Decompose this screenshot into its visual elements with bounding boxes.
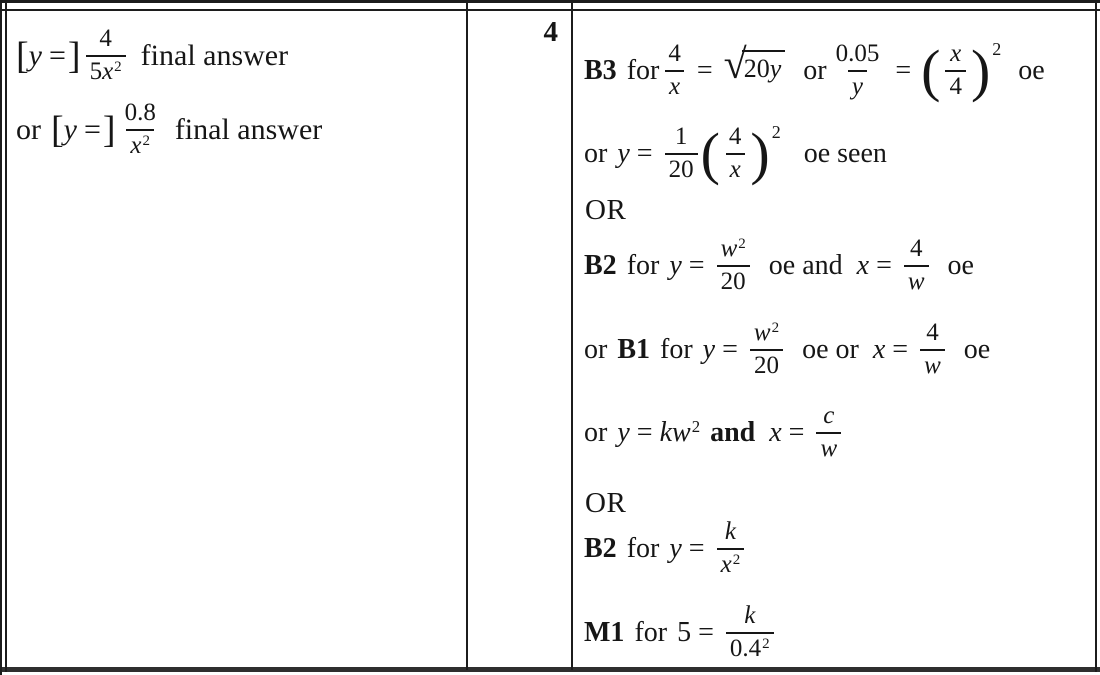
column-divider-marks-scheme	[571, 0, 573, 670]
radical-icon: √	[723, 42, 747, 88]
table-top-border	[0, 0, 1100, 3]
term-kw-squared	[660, 417, 701, 449]
answer-line-2: or [ y = ] $\frac{0.8}{x^2}$ final answer	[16, 99, 323, 159]
and-text: and	[710, 417, 756, 448]
equals-sign: =	[48, 39, 66, 72]
scheme-line-m1	[584, 602, 779, 664]
fraction-numerator	[717, 235, 750, 265]
fraction-numerator: 4	[728, 123, 742, 151]
or-separator-2: OR	[585, 487, 627, 519]
or-text: or	[803, 55, 827, 86]
fraction-w-squared-over-20	[750, 319, 783, 381]
squared-parenthesis-4-over-x: ( $\frac{4}{x}$ ) 2	[700, 121, 781, 186]
exponent-2: 2	[114, 58, 122, 75]
fraction-0.05-over-y	[832, 40, 884, 102]
oe-seen-note: oe seen	[803, 138, 887, 169]
scheme-line-b1	[584, 314, 990, 386]
coefficient-20: 20	[743, 54, 770, 83]
mark-code-b2: B2	[584, 250, 617, 281]
equals-sign: =	[722, 334, 738, 365]
variable-x: x	[720, 551, 732, 578]
oe-text: oe	[1018, 55, 1045, 86]
square-root-20y	[723, 42, 786, 92]
oe-or-text: oe or	[802, 334, 859, 365]
exponent-2: 2	[142, 132, 150, 149]
variable-y: y	[617, 138, 630, 169]
fraction-numerator	[750, 319, 783, 349]
or-text: or	[584, 417, 608, 448]
fraction-numerator: 4	[909, 235, 923, 263]
value-0.4: 0.4	[729, 635, 762, 662]
exponent-2: 2	[738, 236, 746, 252]
exponent-2: 2	[732, 551, 741, 568]
fraction-numerator: c	[823, 402, 835, 430]
fraction-denominator: w	[920, 349, 945, 381]
fraction-numerator: k	[744, 602, 756, 630]
equals-sign: =	[698, 617, 714, 648]
fraction-c-over-w	[816, 402, 841, 464]
exponent-2: 2	[691, 416, 701, 436]
fraction-numerator: k	[724, 518, 736, 546]
fraction-numerator: 0.8	[124, 99, 156, 127]
exponent-2: 2	[771, 320, 780, 336]
equals-sign: =	[636, 138, 653, 169]
variable-y: y	[669, 533, 682, 564]
equals-sign: =	[83, 113, 101, 146]
or-text: or	[16, 113, 41, 146]
variable-x: x	[769, 417, 782, 448]
radicand	[742, 50, 786, 84]
answer-line-1: [ y = ] $\frac{4}{5x^2}$ final answer	[16, 25, 289, 85]
fraction-denominator: y	[848, 70, 867, 102]
scheme-line-b2-alt	[584, 518, 749, 580]
fraction-denominator: 4	[945, 70, 966, 102]
fraction-1-over-20	[665, 123, 698, 185]
variable-x: x	[102, 58, 114, 85]
variable-x: x	[130, 132, 142, 159]
equals-sign: =	[876, 250, 892, 281]
variable-k: k	[659, 417, 672, 448]
variable-y: y	[63, 113, 77, 146]
variable-w: w	[720, 235, 738, 263]
scheme-line-b2	[584, 230, 974, 302]
fraction-k-over-x-squared	[717, 518, 745, 580]
mark-code-m1: M1	[584, 617, 625, 648]
oe-text: oe	[947, 250, 974, 281]
table-bottom-border	[0, 667, 1100, 672]
column-divider-answer-marks	[466, 0, 468, 670]
for-text: for	[626, 250, 660, 281]
fraction-numerator: 4	[99, 25, 112, 53]
variable-w: w	[672, 417, 691, 448]
exponent-2: 2	[771, 121, 781, 142]
or-text: or	[584, 334, 608, 365]
fraction-denominator: w	[816, 432, 841, 464]
or-text: or	[584, 138, 608, 169]
for-text: for	[634, 617, 668, 648]
table-left-border-outer	[0, 0, 2, 675]
oe-and-text: oe and	[768, 250, 843, 281]
mark-code-b3: B3	[584, 55, 617, 86]
exponent-2: 2	[762, 635, 770, 652]
fraction-denominator: x	[726, 153, 745, 185]
or-separator-1: OR	[585, 194, 627, 226]
equals-sign: =	[788, 417, 805, 448]
variable-x: x	[856, 250, 870, 281]
fraction-4-over-w	[920, 319, 945, 381]
variable-y: y	[702, 334, 716, 365]
for-text: for	[626, 533, 660, 564]
equals-sign: =	[892, 334, 909, 365]
fraction-denominator: 20	[717, 265, 750, 297]
final-answer-note: final answer	[174, 113, 323, 146]
oe-text: oe	[963, 334, 991, 365]
fraction-k-over-0.4-squared	[726, 602, 774, 664]
equals-sign: =	[636, 417, 653, 448]
fraction-0.8-over-x-squared	[121, 99, 160, 161]
coefficient-5: 5	[89, 58, 103, 85]
variable-x: x	[872, 334, 886, 365]
exponent-2: 2	[992, 38, 1002, 59]
variable-w: w	[753, 319, 771, 347]
fraction-numerator: 1	[674, 123, 688, 151]
fraction-4-over-x	[725, 123, 746, 185]
fraction-denominator	[717, 548, 745, 580]
fraction-4-over-5x-squared	[86, 25, 126, 87]
fraction-denominator	[126, 129, 154, 161]
fraction-w-squared-over-20	[717, 235, 750, 297]
mark-code-b1: B1	[617, 334, 651, 365]
for-text: for	[626, 55, 660, 86]
equals-sign: =	[696, 55, 713, 86]
fraction-numerator: 0.05	[835, 40, 880, 68]
variable-y: y	[669, 250, 682, 281]
fraction-denominator: 20	[665, 153, 698, 185]
fraction-denominator	[86, 55, 126, 87]
fraction-denominator	[726, 632, 774, 664]
fraction-numerator: 4	[668, 40, 681, 68]
fraction-4-over-w	[904, 235, 929, 297]
scheme-line-kw	[584, 400, 846, 466]
for-text: for	[660, 334, 693, 365]
final-answer-note: final answer	[140, 39, 289, 72]
total-marks-value: 4	[543, 16, 558, 48]
equals-sign: =	[895, 55, 912, 86]
squared-parenthesis-x-over-4: ( $\frac{x}{4}$ ) 2	[921, 38, 1002, 103]
variable-y: y	[28, 39, 42, 72]
fraction-numerator: 4	[926, 319, 939, 347]
fraction-x-over-4	[945, 40, 966, 102]
table-left-border-inner	[5, 0, 7, 672]
value-5: 5	[677, 617, 692, 648]
table-right-border	[1095, 0, 1097, 672]
fraction-4-over-x	[664, 40, 685, 102]
fraction-denominator: x	[665, 70, 684, 102]
scheme-line-b3-alt	[584, 114, 887, 194]
variable-y: y	[617, 417, 630, 448]
equals-sign: =	[688, 533, 705, 564]
fraction-numerator: x	[950, 40, 962, 68]
fraction-denominator: w	[904, 265, 929, 297]
row-top-rule	[0, 9, 1100, 11]
mark-code-b2: B2	[584, 533, 617, 564]
equals-sign: =	[688, 250, 705, 281]
scheme-line-b3	[584, 32, 1045, 110]
fraction-denominator: 20	[750, 349, 783, 381]
variable-y: y	[769, 54, 782, 83]
